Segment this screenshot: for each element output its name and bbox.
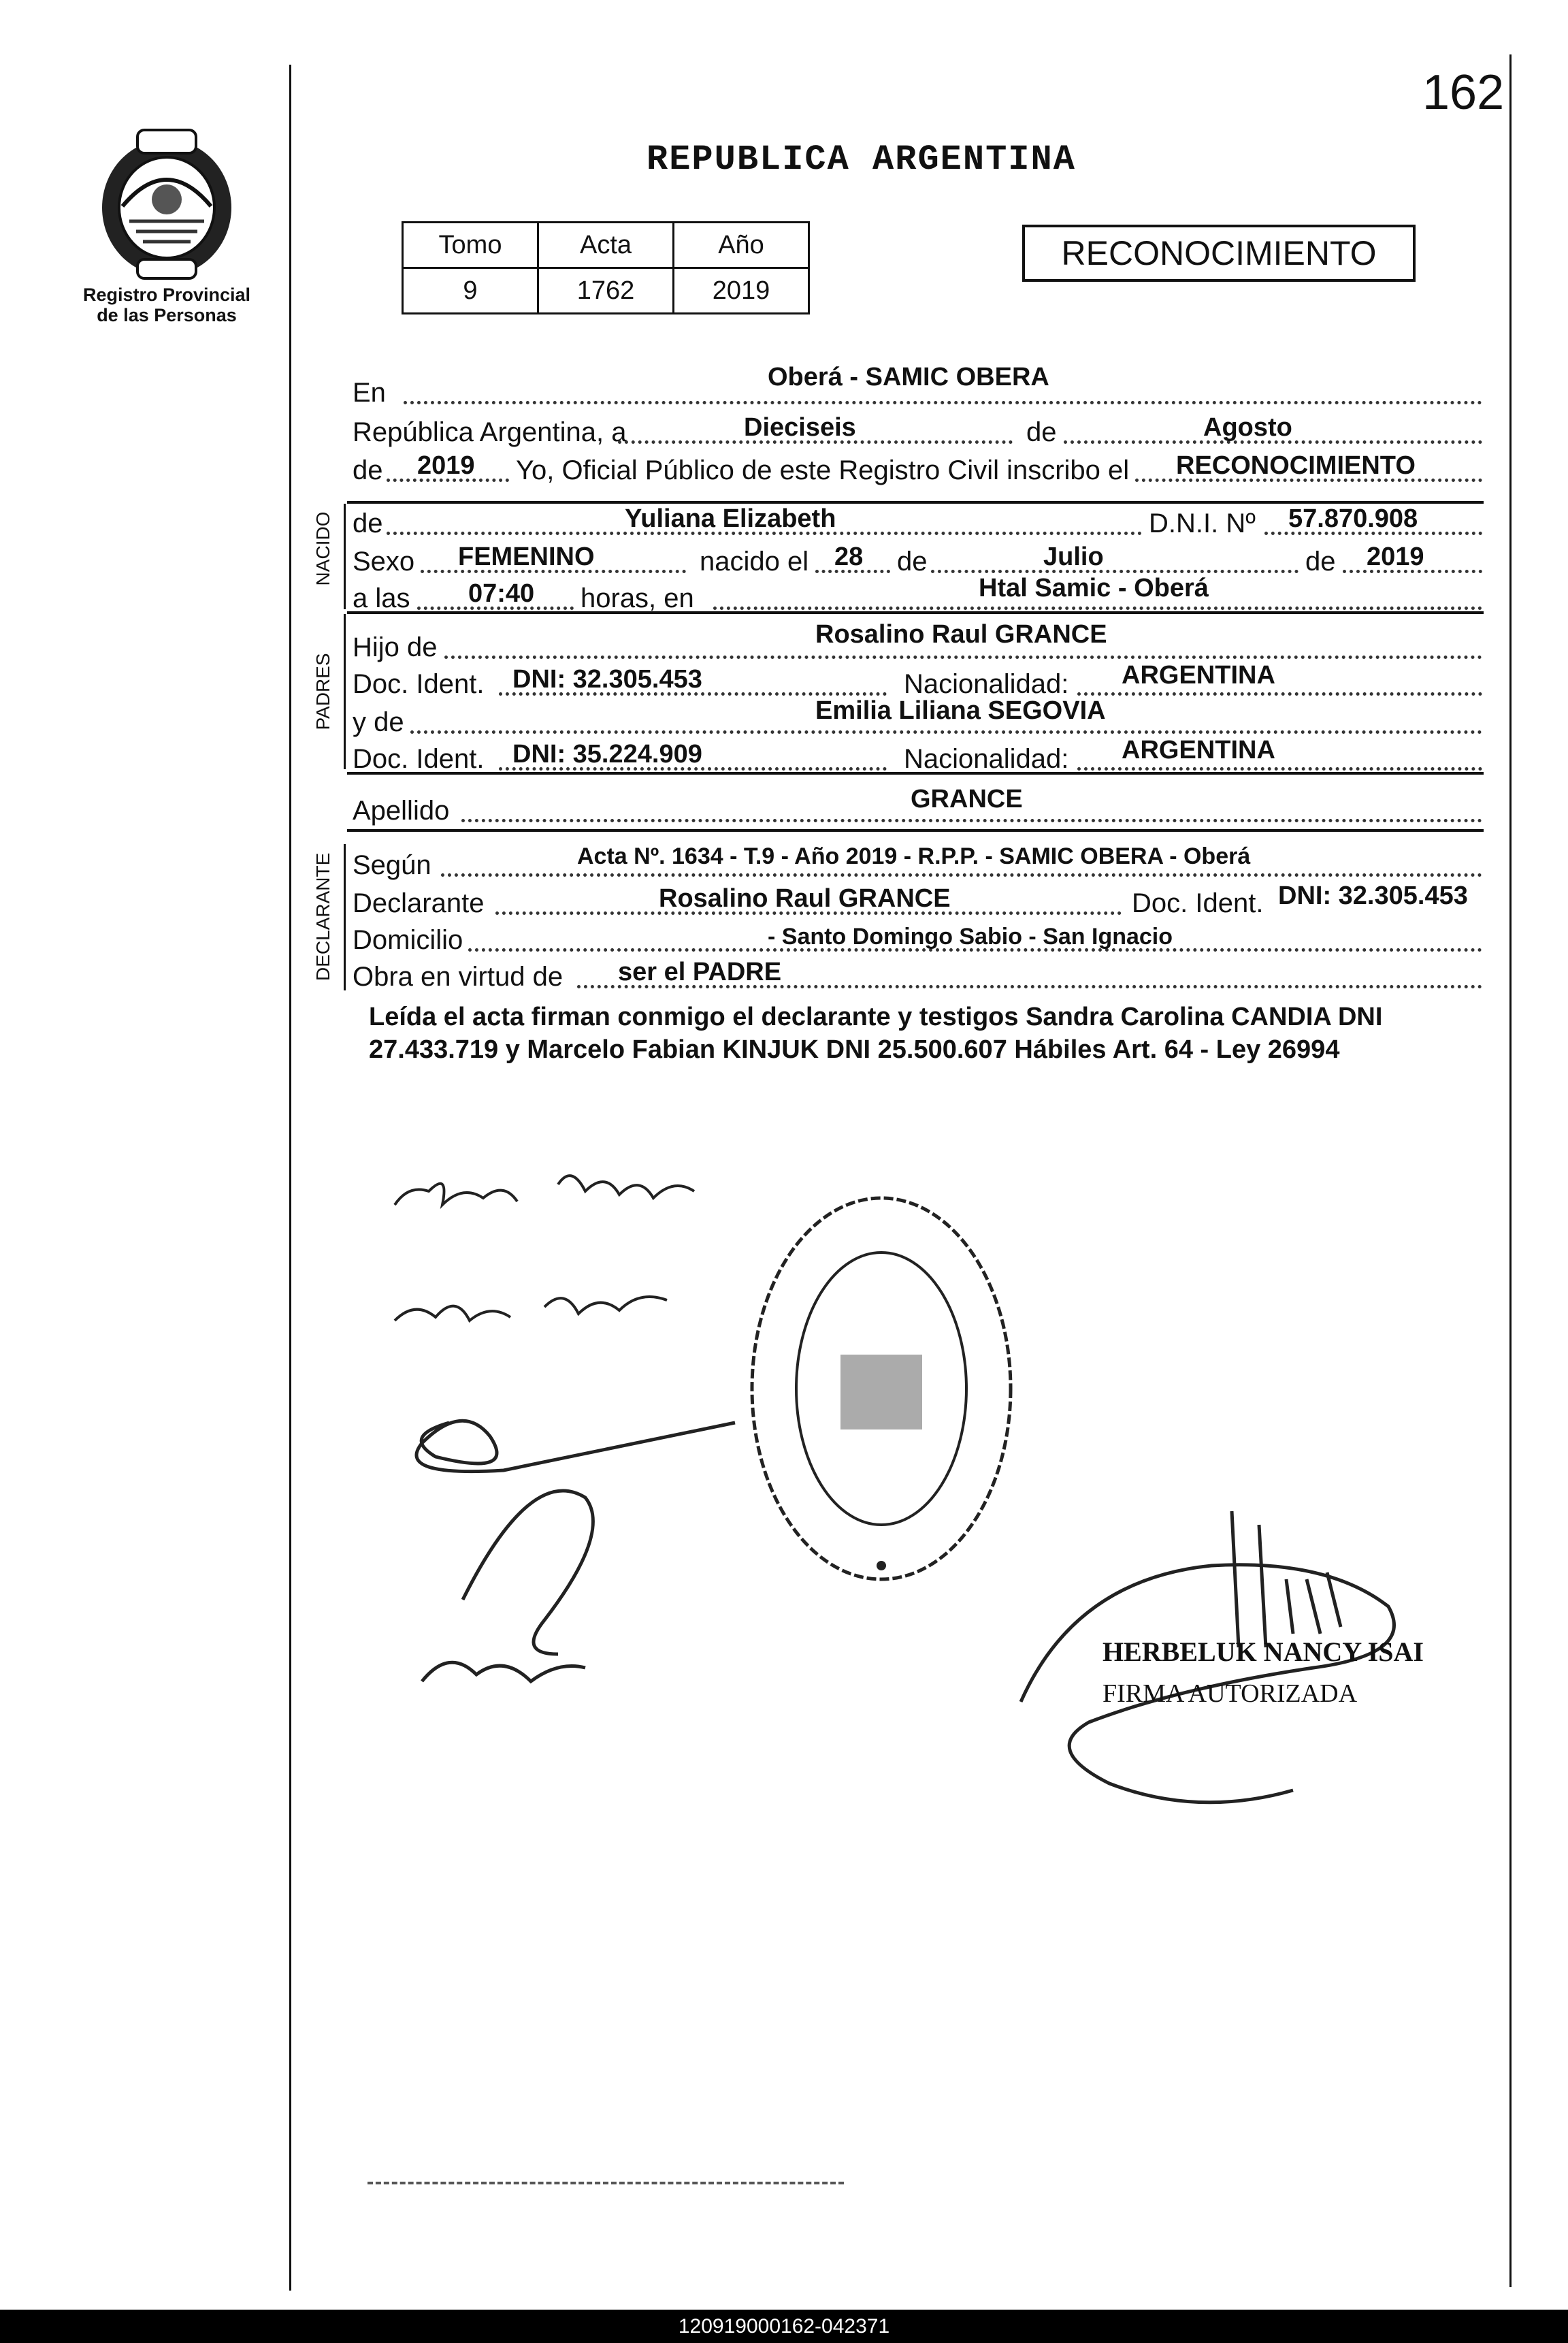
ref-value-tomo: 9 bbox=[403, 268, 538, 314]
section-label-padres: PADRES bbox=[312, 653, 333, 730]
label-docident-declarant: Doc. Ident. bbox=[1132, 888, 1264, 918]
signature-father bbox=[381, 1144, 721, 1239]
value-obra: ser el PADRE bbox=[618, 958, 782, 986]
value-mother-doc: DNI: 35.224.909 bbox=[512, 740, 702, 769]
value-child-dni: 57.870.908 bbox=[1288, 504, 1418, 533]
label-nacionalidad-father: Nacionalidad: bbox=[904, 669, 1069, 699]
label-nacionalidad-mother: Nacionalidad: bbox=[904, 744, 1069, 774]
value-birth-time: 07:40 bbox=[468, 579, 535, 608]
value-mother-nat: ARGENTINA bbox=[1122, 736, 1275, 764]
row-surname bbox=[353, 785, 1482, 826]
row-officer bbox=[353, 451, 1482, 486]
label-segun: Según bbox=[353, 850, 431, 880]
value-segun: Acta Nº. 1634 - T.9 - Año 2019 - R.P.P. - SAMIC OBERA - Oberá bbox=[577, 843, 1251, 869]
closing-statement: Leída el acta firman conmigo el declarante y testigos Sandra Carolina CANDIA DNI 27.433.719 y Marcelo Fabian KINJUK DNI 25.500.607 Hábiles Art. 64 - Ley 26994 bbox=[369, 1003, 1383, 1064]
left-margin-line bbox=[289, 65, 291, 2291]
row-father bbox=[353, 620, 1482, 663]
footer-code: 120919000162-042371 bbox=[678, 2315, 890, 2338]
label-sexo: Sexo bbox=[353, 547, 415, 577]
signature-witnesses bbox=[381, 1395, 762, 1709]
value-father-name: Rosalino Raul GRANCE bbox=[815, 620, 1107, 649]
registry-label bbox=[75, 285, 259, 325]
row-segun bbox=[353, 845, 1482, 881]
label-de-child: de bbox=[353, 508, 383, 538]
row-mother-doc bbox=[353, 736, 1482, 775]
registry-label-line2: de las Personas bbox=[97, 305, 237, 325]
ref-header-acta: Acta bbox=[538, 223, 674, 268]
label-apellido: Apellido bbox=[353, 796, 450, 826]
value-month: Agosto bbox=[1203, 413, 1292, 442]
label-obra: Obra en virtud de bbox=[353, 962, 564, 992]
value-birth-day: 28 bbox=[834, 543, 864, 571]
padres-bracket bbox=[344, 614, 346, 769]
ref-value-acta: 1762 bbox=[538, 268, 674, 314]
value-act-type: RECONOCIMIENTO bbox=[1176, 451, 1416, 480]
label-republica: República Argentina, a bbox=[353, 417, 627, 447]
registry-stamp bbox=[738, 1184, 1024, 1593]
section-label-nacido: NACIDO bbox=[312, 511, 333, 586]
value-declarant-name: Rosalino Raul GRANCE bbox=[659, 884, 951, 913]
official-title: FIRMA AUTORIZADA bbox=[1102, 1679, 1358, 1708]
ref-header-ano: Año bbox=[674, 223, 809, 268]
row-date bbox=[353, 413, 1482, 448]
label-de-month: de bbox=[1026, 417, 1057, 447]
label-en: En bbox=[353, 378, 386, 408]
label-nacido: nacido el bbox=[700, 547, 809, 577]
bottom-dashed-line bbox=[368, 2182, 844, 2184]
ref-header-tomo: Tomo bbox=[403, 223, 538, 268]
page-number: 162 bbox=[1422, 65, 1505, 120]
label-docident-father: Doc. Ident. bbox=[353, 669, 485, 699]
row-place bbox=[353, 363, 1482, 408]
value-day-words: Dieciseis bbox=[744, 413, 856, 442]
document-type-box: RECONOCIMIENTO bbox=[1022, 225, 1416, 282]
registry-label-line1: Registro Provincial bbox=[82, 285, 251, 305]
value-father-nat: ARGENTINA bbox=[1122, 661, 1275, 690]
country-title: REPUBLICA ARGENTINA bbox=[647, 140, 1076, 180]
right-margin-line bbox=[1509, 54, 1512, 2287]
value-year: 2019 bbox=[417, 451, 475, 480]
value-surname: GRANCE bbox=[911, 785, 1023, 813]
nacido-bracket bbox=[344, 504, 346, 609]
label-yde: y de bbox=[353, 707, 404, 737]
row-address bbox=[353, 920, 1482, 956]
value-birth-place: Htal Samic - Oberá bbox=[979, 574, 1209, 602]
row-declarant bbox=[353, 884, 1482, 919]
label-declarante: Declarante bbox=[353, 888, 485, 918]
row-child-name bbox=[353, 504, 1482, 539]
value-sex: FEMENINO bbox=[458, 543, 595, 571]
separator-declarante-top bbox=[347, 829, 1484, 832]
label-domicilio: Domicilio bbox=[353, 925, 463, 955]
section-label-declarante: DECLARANTE bbox=[312, 852, 333, 981]
value-father-doc: DNI: 32.305.453 bbox=[512, 665, 702, 694]
official-name: HERBELUK NANCY ISAI bbox=[1102, 1636, 1424, 1667]
label-de-birth-year: de bbox=[1305, 547, 1336, 577]
row-father-doc bbox=[353, 661, 1482, 700]
label-alas: a las bbox=[353, 583, 410, 613]
row-birth-place bbox=[353, 574, 1482, 614]
label-hijo: Hijo de bbox=[353, 632, 438, 662]
label-dni: D.N.I. Nº bbox=[1149, 508, 1256, 538]
value-child-name: Yuliana Elizabeth bbox=[625, 504, 836, 533]
value-mother-name: Emilia Liliana SEGOVIA bbox=[815, 696, 1106, 725]
label-de-year: de bbox=[353, 455, 383, 485]
row-mother bbox=[353, 696, 1482, 738]
officer-text: Yo, Oficial Público de este Registro Civil inscribo el bbox=[516, 455, 1130, 485]
row-birth bbox=[353, 542, 1482, 577]
value-address: - Santo Domingo Sabio - San Ignacio bbox=[768, 924, 1173, 950]
declarante-bracket bbox=[344, 844, 346, 990]
row-obra bbox=[353, 957, 1482, 992]
value-birth-month: Julio bbox=[1043, 543, 1104, 571]
label-horas: horas, en bbox=[581, 583, 694, 613]
value-declarant-doc: DNI: 32.305.453 bbox=[1278, 882, 1468, 910]
value-place: Oberá - SAMIC OBERA bbox=[768, 363, 1049, 391]
label-de-birth-month: de bbox=[897, 547, 928, 577]
signature-mother bbox=[381, 1253, 687, 1348]
provincial-seal-logo bbox=[88, 126, 245, 282]
reference-table bbox=[402, 221, 810, 314]
value-birth-year: 2019 bbox=[1367, 543, 1424, 571]
label-docident-mother: Doc. Ident. bbox=[353, 744, 485, 774]
signature-official bbox=[1007, 1498, 1429, 1852]
ref-value-ano: 2019 bbox=[674, 268, 809, 314]
